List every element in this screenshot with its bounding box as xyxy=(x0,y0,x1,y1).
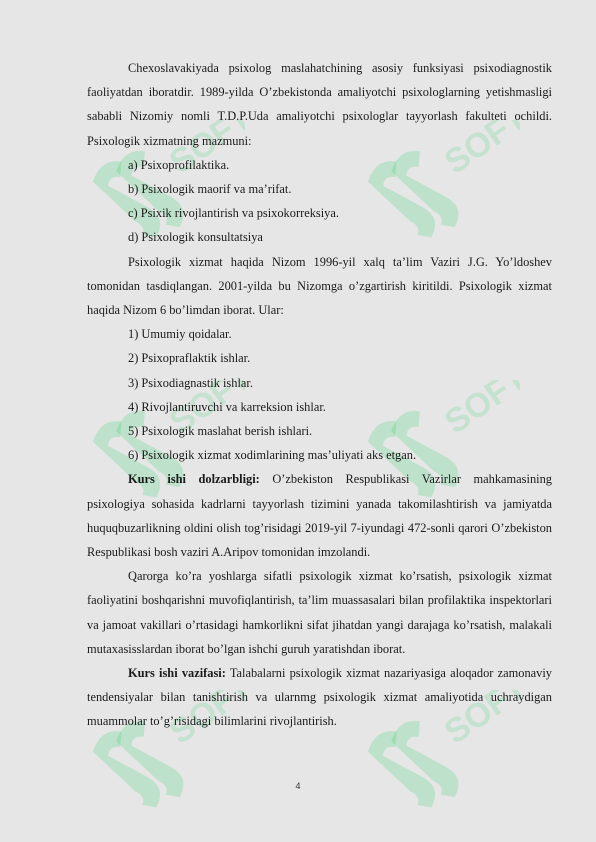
page-number: 4 xyxy=(295,781,301,791)
svg-text:SOFT: SOFT xyxy=(162,380,245,442)
svg-text:SOFT: SOFT xyxy=(437,120,520,182)
nizom-sections-list xyxy=(87,322,552,467)
list-item: b) Psixologik maorif va ma’rifat. xyxy=(128,182,292,197)
list-item: 4) Rivojlantiruvchi va karreksion ishlar. xyxy=(128,399,326,414)
paragraph-relevance xyxy=(87,467,552,564)
svg-text:SOFT: SOFT xyxy=(162,120,245,182)
list-item: a) Psixoprofilaktika. xyxy=(128,157,230,172)
tasks-heading: Kurs ishi vazifasi: xyxy=(128,666,226,681)
svg-text:SOFT: SOFT xyxy=(437,380,520,442)
tasks-text: Talabalarni psixologik xizmat nazariyasiga aloqador zamonaviy tendensiyalar bilan tanishtirish va ularnmg psixologik xizmat amaliyotida uchraydigan muammolar to’g’risidagi bilimlarini rivojlantirish. xyxy=(87,666,552,729)
list-item: c) Psixik rivojlantirish va psixokorreksiya. xyxy=(128,206,339,221)
svg-text:SOFT: SOFT xyxy=(437,690,520,752)
paragraph-intro: Chexoslavakiyada psixolog maslahatchining asosiy funksiyasi psixodiagnostik faoliyatdan iboratdir. 1989-yilda O’zbekistonda amaliyotchi psixologlarning yetishmasligi sababli Nizomiy nomli T.D.P.Uda amaliyotchi psixologlar tayyorlash fakulteti ochildi. Psixologik xizmatning mazmuni: xyxy=(87,61,552,148)
list-item: 3) Psixodiagnastik ishlar. xyxy=(128,375,253,390)
paragraph-tasks xyxy=(87,661,552,734)
list-item: 6) Psixologik xizmat xodimlarining mas’uliyati aks etgan. xyxy=(128,448,417,463)
list-item: 5) Psixologik maslahat berish ishlari. xyxy=(128,424,313,439)
list-item: d) Psixologik konsultatsiya xyxy=(128,230,263,245)
svg-text:SOFT: SOFT xyxy=(162,690,245,752)
list-item: 2) Psixopraflaktik ishlar. xyxy=(128,351,251,366)
paragraph-resolution: Qarorga ko’ra yoshlarga sifatli psixologik xizmat ko’rsatish, psixologik xizmat faoliyatini boshqarishni muvofiqlantirish, ta’lim muassasalari bilan profilaktika inspektorlari va jamoat vakillari o’rtasidagi hamkorlikni sifat jihatdan yangi darajaga ko’rsatish, malakali mutaxasisslardan iborat bo’lgan ishchi guruh yaratishdan iborat. xyxy=(87,569,552,656)
list-item: 1) Umumiy qoidalar. xyxy=(128,327,232,342)
relevance-text: O’zbekiston Respublikasi Vazirlar mahkamasining psixologiya sohasida kadrlarni tayyorlash tizimini yanada takomilashtirish va jamiyatda huquqbuzarlikning oldini olish tog’risidagi 2019-yil 7-iyundagi 472-sonli qarori O’zbekiston Respublikasi bosh vaziri A.Aripov tomonidan imzolandi. xyxy=(87,472,552,560)
relevance-heading: Kurs ishi dolzarbligi: xyxy=(128,472,260,487)
content-list xyxy=(87,153,552,250)
paragraph-nizom: Psixologik xizmat haqida Nizom 1996-yil xalq ta’lim Vaziri J.G. Yo’ldoshev tomonidan tasdiqlangan. 2001-yilda bu Nizomga o’zgartirish kiritildi. Psixologik xizmat haqida Nizom 6 bo’limdan iborat. Ular: xyxy=(87,254,552,318)
document-body xyxy=(87,56,552,734)
